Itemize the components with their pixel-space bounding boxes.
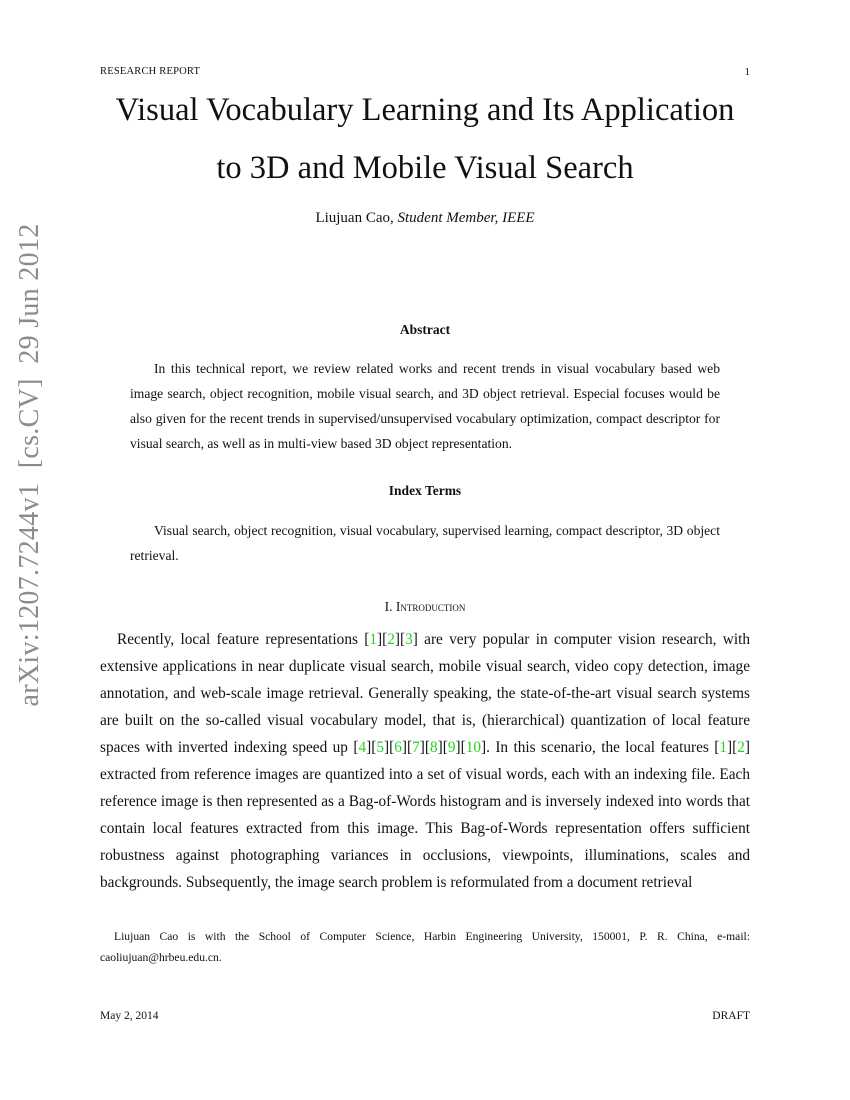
citation-link[interactable]: 9 [447,739,456,756]
intro-text: Recently, local feature representations [117,631,365,648]
citation-link[interactable]: 6 [394,739,402,756]
paper-title-line1: Visual Vocabulary Learning and Its Application [115,92,735,128]
citation-link[interactable]: 10 [465,739,481,756]
abstract-heading: Abstract [399,322,451,337]
intro-text: extracted from reference images are quantized into a set of visual words, each with an indexing file. Each reference image is then represented as a Bag-of-Words histogram and is inversely indexed into words that contain local features extracted from this image. This Bag-of-Words representation offers sufficient robustness against photographing variances in occlusions, viewpoints, illuminations, scales and backgrounds. Subsequently, the image search problem is reformulated from a document retrieval [100,766,750,891]
section-title: Introduction [395,599,466,614]
citation-link[interactable]: 2 [387,631,395,648]
footnote: Liujuan Cao is with the School of Computer Science, Harbin Engineering University, 150001, P. R. China, e-mail: caoliujuan@hrbeu.edu.cn. [100,930,750,964]
introduction-paragraph: Recently, local feature representations [1][2][3] are very popular in computer vision research, with extensive applications in near duplicate visual search, mobile visual search, video copy detection, image annotation, and web-scale image retrieval. Generally speaking, the state-of-the-art visual search systems are built on the so-called visual vocabulary model, that is, (hierarchical) quantization of local feature spaces with inverted indexing speed up [4][5][6][7][8][9][10]. In this scenario, the local features [1][2] extracted from reference images are quantized into a set of visual words, each with an indexing file. Each reference image is then represented as a Bag-of-Words histogram and is inversely indexed into words that contain local features extracted from this image. This Bag-of-Words representation offers sufficient robustness against photographing variances in occlusions, viewpoints, illuminations, scales and backgrounds. Subsequently, the image search problem is reformulated from a document retrieval [100,631,750,891]
author-affiliation: Student Member, IEEE [397,210,535,226]
index-terms-text: Visual search, object recognition, visual vocabulary, supervised learning, compact descriptor, 3D object retrieval. [130,523,720,563]
citation-link[interactable]: 5 [376,739,384,756]
abstract-text: In this technical report, we review related works and recent trends in visual vocabulary based web image search, object recognition, mobile visual search, and 3D object retrieval. Especial focuses would be also given for the recent trends in supervised/unsupervised vocabulary optimization, compact descriptor for visual search, as well as in multi-view based 3D object representation. [130,361,720,451]
citation-link[interactable]: 7 [412,739,420,756]
author-line [0,210,850,227]
section-heading [0,599,850,615]
citation-link[interactable]: 4 [358,739,367,756]
intro-text: . In this scenario, the local features [486,739,715,756]
page-number: 1 [744,66,750,78]
footer-date: May 2, 2014 [100,1010,159,1022]
citation-link[interactable]: 1 [719,739,728,756]
citation-link[interactable]: 2 [737,739,745,756]
paper-title-line2: to 3D and Mobile Visual Search [216,150,634,186]
intro-text: are very popular in computer vision research, with extensive applications in near duplicate visual search, mobile visual search, video copy detection, image annotation, and web-scale image retrieval. Generally speaking, the state-of-the-art visual search systems are built on the so-called visual vocabulary model, that is, (hierarchical) quantization of local feature spaces with inverted indexing speed up [100,631,750,756]
author-name: Liujuan Cao, [315,210,394,226]
citation-link[interactable]: 8 [429,739,438,756]
citation-link[interactable]: 3 [405,631,413,648]
footer-status: DRAFT [712,1010,750,1022]
index-terms-heading: Index Terms [388,483,462,498]
citation-link[interactable]: 1 [369,631,377,648]
section-number: I. [384,599,393,614]
arxiv-stamp: arXiv:1207.7244v1 [cs.CV] 29 Jun 2012 [14,223,45,707]
running-head: RESEARCH REPORT [100,66,201,77]
